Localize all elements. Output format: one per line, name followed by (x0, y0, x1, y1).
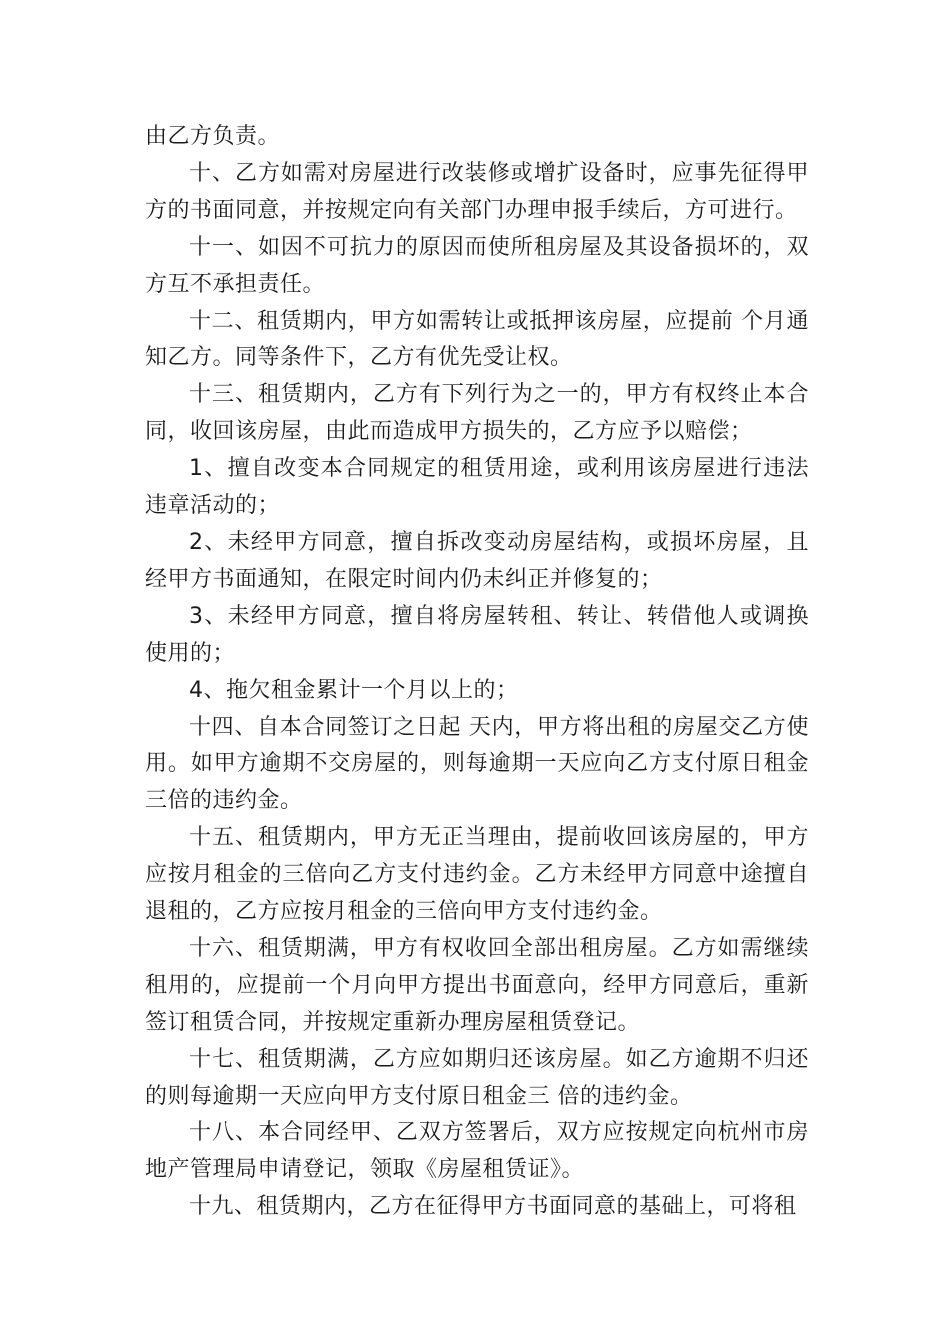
clause-19: 十九、租赁期内，乙方在征得甲方书面同意的基础上，可将租 (189, 1194, 797, 1220)
clause-10: 十、乙方如需对房屋进行改装修或增扩设备时，应事先征得甲方的书面同意，并按规定向有关部门办理申报手续后，方可进行。 (145, 160, 809, 223)
clause-17: 十七、租赁期满，乙方应如期归还该房屋。如乙方逾期不归还的则每逾期一天应向甲方支付原日租金三 倍的违约金。 (145, 1046, 809, 1109)
clause-14: 十四、自本合同签订之日起 天内，甲方将出租的房屋交乙方使用。如甲方逾期不交房屋的，则每逾期一天应向乙方支付原日租金三倍的违约金。 (145, 714, 809, 814)
clause-13-item-4: 4、拖欠租金累计一个月以上的； (189, 677, 519, 703)
clause-13: 十三、租赁期内，乙方有下列行为之一的，甲方有权终止本合同，收回该房屋，由此而造成甲方损失的，乙方应予以赔偿； (145, 382, 809, 445)
clause-13-item-3: 3、未经甲方同意，擅自将房屋转租、转让、转借他人或调换使用的； (145, 603, 809, 666)
clause-16: 十六、租赁期满，甲方有权收回全部出租房屋。乙方如需继续租用的，应提前一个月向甲方提出书面意向，经甲方同意后，重新签订租赁合同，并按规定重新办理房屋租赁登记。 (145, 935, 809, 1035)
clause-11: 十一、如因不可抗力的原因而使所租房屋及其设备损坏的，双方互不承担责任。 (145, 234, 809, 297)
clause-18: 十八、本合同经甲、乙双方签署后，双方应按规定向杭州市房地产管理局申请登记，领取《房屋租赁证》。 (145, 1120, 809, 1183)
clause-13-item-1: 1、擅自改变本合同规定的租赁用途，或利用该房屋进行违法违章活动的； (145, 456, 809, 519)
paragraph-continuation: 由乙方负责。 (145, 124, 281, 149)
clause-13-item-2: 2、未经甲方同意，擅自拆改变动房屋结构，或损坏房屋，且经甲方书面通知，在限定时间内仍未纠正并修复的； (145, 529, 809, 592)
clause-15: 十五、租赁期内，甲方无正当理由，提前收回该房屋的，甲方应按月租金的三倍向乙方支付违约金。乙方未经甲方同意中途擅自退租的，乙方应按月租金的三倍向甲方支付违约金。 (145, 825, 809, 925)
clause-12: 十二、租赁期内，甲方如需转让或抵押该房屋，应提前 个月通知乙方。同等条件下，乙方有优先受让权。 (145, 308, 809, 371)
document-body (145, 119, 809, 1226)
